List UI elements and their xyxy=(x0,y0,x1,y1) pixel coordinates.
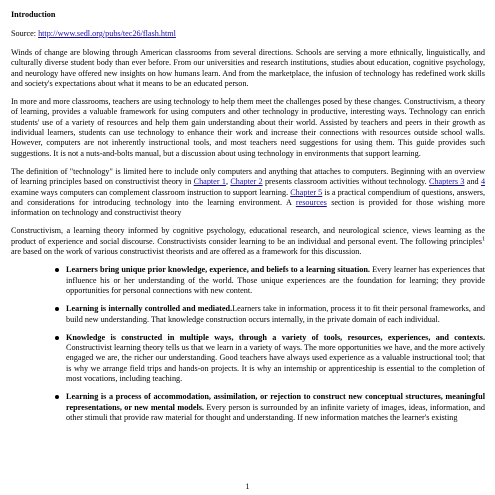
principles-list xyxy=(11,265,485,423)
list-item xyxy=(11,265,485,296)
paragraph-1: Winds of change are blowing through American classrooms from several directions. Schools are serving a more ethnically, linguistically, and culturally diverse student body than ever before. From our universities and research institutions, studies about education, cognitive psychology, and neurology have offered new insights on how humans learn. And from the marketplace, the infusion of technology has redefined work skills and society's expectations about what it means to be an educated person. xyxy=(11,48,485,88)
paragraph-4 xyxy=(11,226,485,257)
paragraph-3-text-6: is a practical compendium of questions, answers, and considerations for introducing technology into the learning environment. A xyxy=(11,187,485,207)
list-item xyxy=(11,392,485,423)
source-label: Source: xyxy=(11,29,39,38)
paragraph-3-text-5: examine ways computers can complement classroom instruction to support learning. xyxy=(11,187,291,197)
bullet-icon xyxy=(55,268,59,272)
list-item xyxy=(11,333,485,384)
bullet-icon xyxy=(55,336,59,340)
paragraph-3-text-4: and xyxy=(464,177,481,187)
document-page xyxy=(11,10,485,431)
source-url-link[interactable]: http://www.sedl.org/pubs/tec26/flash.html xyxy=(38,29,176,38)
bullet-icon xyxy=(55,395,59,399)
section-heading: Introduction xyxy=(11,10,56,19)
principle-title: Learning is internally controlled and mediated. xyxy=(66,304,233,314)
chapter-4-link[interactable]: 4 xyxy=(480,177,486,187)
principle-title: Learning is a process of accommodation, assimilation, or rejection to construct new conceptual structures, meaningful representations, or new mental models. xyxy=(66,392,485,412)
source-line xyxy=(11,29,485,39)
paragraph-2: In more and more classrooms, teachers are using technology to help them meet the challenges posed by these changes. Constructivism, a theory of learning, provides a valuable framework for using computers and other technology in productive, interesting ways. Technology can enrich students' use of a variety of resources and help them gain understanding about their world. Assisted by teachers and peers in their growth as individual learners, students can use technology to enhance their work and increase their connections with resources outside school walls. However, computers are not inherently instructional tools, and most teachers need suggestions for using them. This guide provides such suggestions. It is not a nuts-and-bolts manual, but a discussion about using technology in environments that support learning. xyxy=(11,97,485,158)
principle-title: Learners bring unique prior knowledge, experience, and beliefs to a learning situation. xyxy=(66,265,370,275)
bullet-icon xyxy=(55,307,59,311)
footnote-marker: 1 xyxy=(482,236,485,243)
chapter-5-link[interactable]: Chapter 5 xyxy=(290,187,323,197)
paragraph-3-text-7: section is provided for those wishing more information on technology and constructivist theory xyxy=(11,197,485,218)
paragraph-3-text-1: The definition of "technology" is limited here to include only computers and anything that attaches to computers. Beginning with an overview of learning principles based on constructivist theory in xyxy=(11,166,485,187)
list-item xyxy=(11,304,485,325)
chapters-3-link[interactable]: Chapters 3 xyxy=(428,177,465,187)
paragraph-4-text-2: are based on the work of various constructivist theorists and are offered as a framework for this discussion. xyxy=(11,247,362,257)
principle-text: Learners take in information, process it to fit their personal frameworks, and build new understanding. That knowledge construction occurs internally, in the private domain of each individual. xyxy=(66,304,485,324)
principle-text: Constructivist learning theory tells us that we learn in a variety of ways. The more opportunities we have, and the more actively engaged we are, the richer our understanding. Good teachers have always used experience as a valuable instructional tool; that is why we arrange field trips and hands-on projects. It is why an internship or apprenticeship is essential to the completion of most vocations, including teaching. xyxy=(66,343,485,384)
principle-text: Every learner has experiences that influence his or her understanding of the world. Those unique experiences are the foundation for learning; they provide opportunities for personal connections with new content. xyxy=(66,265,485,295)
paragraph-3 xyxy=(11,167,485,218)
principle-title: Knowledge is constructed in multiple ways, through a variety of tools, resources, experiences, and contexts. xyxy=(66,332,485,342)
paragraph-4-text-1: Constructivism, a learning theory informed by cognitive psychology, educational research, and neurological science, views learning as the product of experience and social discourse. Constructivists consider learning to be an individual and personal event. The following principles xyxy=(11,226,485,246)
paragraph-3-text-3: presents classroom activities without technology. xyxy=(262,177,429,187)
page-number: 1 xyxy=(245,482,250,491)
resources-link[interactable]: resources xyxy=(295,197,327,207)
principle-text: Every person is surrounded by an infinite variety of images, ideas, information, and other stimuli that provide raw material for thought and understanding. If new information matches the learner's existing xyxy=(66,402,485,422)
chapter-1-link[interactable]: Chapter 1 xyxy=(193,177,226,187)
paragraph-3-text-2: , xyxy=(225,177,231,187)
chapter-2-link[interactable]: Chapter 2 xyxy=(230,177,263,187)
